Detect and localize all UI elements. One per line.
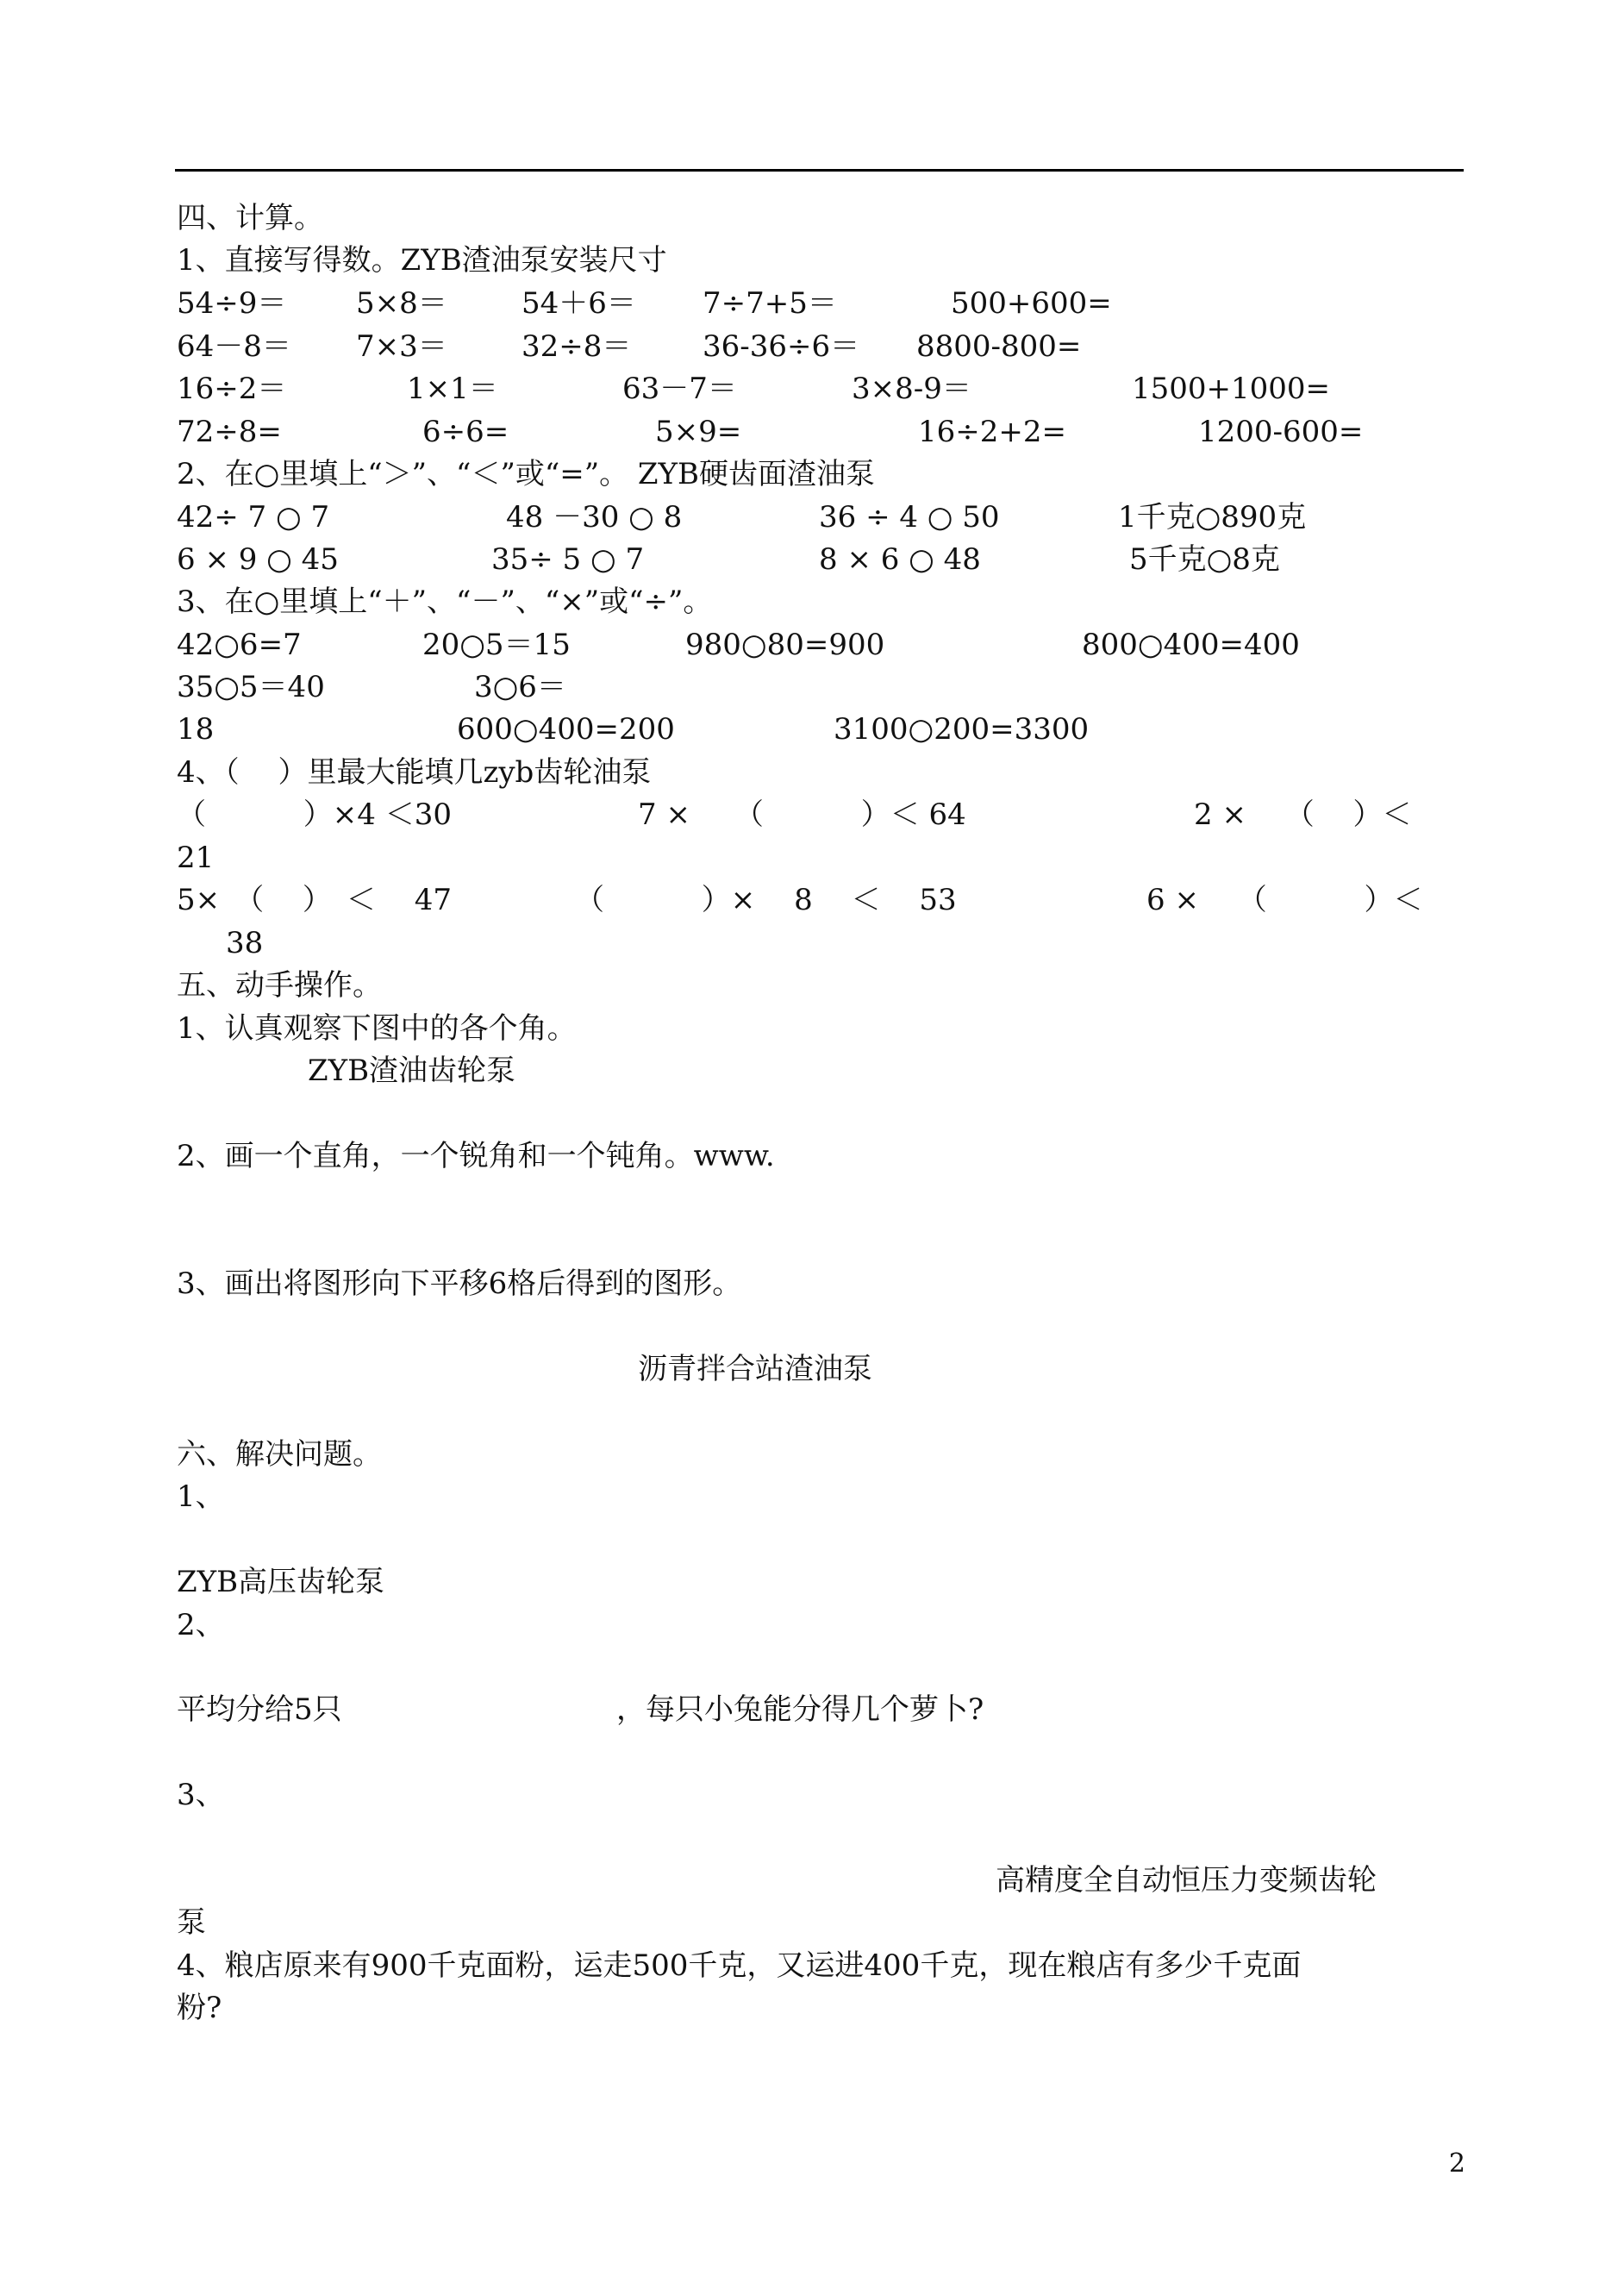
- compare-item: 1千克○890克: [1118, 500, 1307, 535]
- section-5-title: 五、动手操作。: [177, 968, 382, 1003]
- calc-item: 54÷9＝: [177, 286, 287, 321]
- fill-item: 5× （ ） ＜ 47: [177, 883, 452, 917]
- s6-q3-note-b: 泵: [177, 1905, 206, 1940]
- operator-item: 3100○200=3300: [834, 712, 1090, 747]
- q4-title: 4、（ ）里最大能填几zyb齿轮油泵: [177, 755, 652, 790]
- calc-item: 54＋6＝: [522, 286, 636, 321]
- s6-q2-text-b: ，每只小兔能分得几个萝卜?: [616, 1692, 984, 1727]
- operator-item: 3○6＝: [474, 670, 566, 704]
- operator-item: 18: [177, 712, 215, 747]
- s6-q2-text-a: 平均分给5只: [177, 1692, 342, 1727]
- calc-item: 16÷2+2=: [918, 415, 1066, 449]
- calc-item: 6÷6=: [422, 415, 509, 449]
- s5-q2: 2、画一个直角，一个锐角和一个钝角。www.: [177, 1139, 775, 1173]
- compare-item: 35÷ 5 ○ 7: [491, 542, 645, 577]
- compare-item: 42÷ 7 ○ 7: [177, 500, 330, 535]
- s5-q3: 3、画出将图形向下平移6格后得到的图形。: [177, 1266, 742, 1301]
- calc-item: 3×8-9＝: [852, 372, 971, 406]
- calc-item: 1200-600=: [1198, 415, 1364, 449]
- calc-item: 16÷2＝: [177, 372, 287, 406]
- s5-q3-caption: 沥青拌合站渣油泵: [638, 1352, 872, 1386]
- operator-item: 42○6=7: [177, 628, 302, 662]
- operator-item: 980○80=900: [685, 628, 885, 662]
- calc-item: 1×1＝: [407, 372, 498, 406]
- s6-q1: 1、: [177, 1479, 225, 1514]
- header-rule: [175, 169, 1464, 172]
- section-6-title: 六、解决问题。: [177, 1437, 382, 1472]
- calc-item: 36-36÷6＝: [703, 329, 860, 364]
- calc-item: 5×9=: [655, 415, 742, 449]
- s6-q4-line2: 粉?: [177, 1991, 222, 2025]
- calc-item: 7÷7+5＝: [703, 286, 837, 321]
- s6-q1-note: ZYB高压齿轮泵: [177, 1565, 385, 1599]
- page-number: 2: [1448, 2148, 1465, 2179]
- operator-item: 35○5＝40: [177, 670, 325, 704]
- calc-item: 7×3＝: [356, 329, 447, 364]
- calc-item: 5×8＝: [356, 286, 447, 321]
- operator-item: 20○5＝15: [422, 628, 571, 662]
- s6-q2: 2、: [177, 1608, 225, 1642]
- section-4-title: 四、计算。: [177, 201, 323, 235]
- fill-item-wrap: 21: [177, 841, 215, 875]
- s6-q3-note-a: 高精度全自动恒压力变频齿轮: [996, 1863, 1377, 1898]
- s5-q1: 1、认真观察下图中的各个角。: [177, 1011, 577, 1046]
- calc-item: 63－7＝: [622, 372, 737, 406]
- fill-item: 2 × （ ）＜: [1194, 797, 1412, 832]
- fill-item: 6 × （ ）＜: [1146, 883, 1423, 917]
- calc-item: 1500+1000=: [1132, 372, 1331, 406]
- compare-item: 8 × 6 ○ 48: [819, 542, 981, 577]
- s5-q1-caption: ZYB渣油齿轮泵: [308, 1054, 516, 1088]
- compare-item: 5千克○8克: [1129, 542, 1280, 577]
- operator-item: 800○400=400: [1082, 628, 1300, 662]
- q2-title: 2、在○里填上“＞”、“＜”或“=”。 ZYB硬齿面渣油泵: [177, 457, 875, 491]
- calc-item: 8800-800=: [916, 329, 1082, 364]
- compare-item: 48 －30 ○ 8: [506, 500, 683, 535]
- s6-q3: 3、: [177, 1778, 225, 1812]
- q3-title: 3、在○里填上“＋”、“－”、“×”或“÷”。: [177, 585, 713, 619]
- calc-item: 64－8＝: [177, 329, 291, 364]
- s6-q4-line1: 4、粮店原来有900千克面粉，运走500千克，又运进400千克，现在粮店有多少千克面: [177, 1948, 1302, 1983]
- calc-item: 32÷8＝: [522, 329, 632, 364]
- fill-item-wrap: 38: [226, 926, 264, 960]
- calc-item: 500+600=: [951, 286, 1112, 321]
- fill-item: 7 × （ ）＜ 64: [638, 797, 966, 832]
- fill-item: （ ）×4 ＜30: [177, 797, 452, 832]
- fill-item: （ ）× 8 ＜ 53: [575, 883, 957, 917]
- q1-title: 1、直接写得数。ZYB渣油泵安装尺寸: [177, 243, 667, 278]
- compare-item: 6 × 9 ○ 45: [177, 542, 339, 577]
- calc-item: 72÷8=: [177, 415, 282, 449]
- compare-item: 36 ÷ 4 ○ 50: [819, 500, 1000, 535]
- operator-item: 600○400=200: [457, 712, 675, 747]
